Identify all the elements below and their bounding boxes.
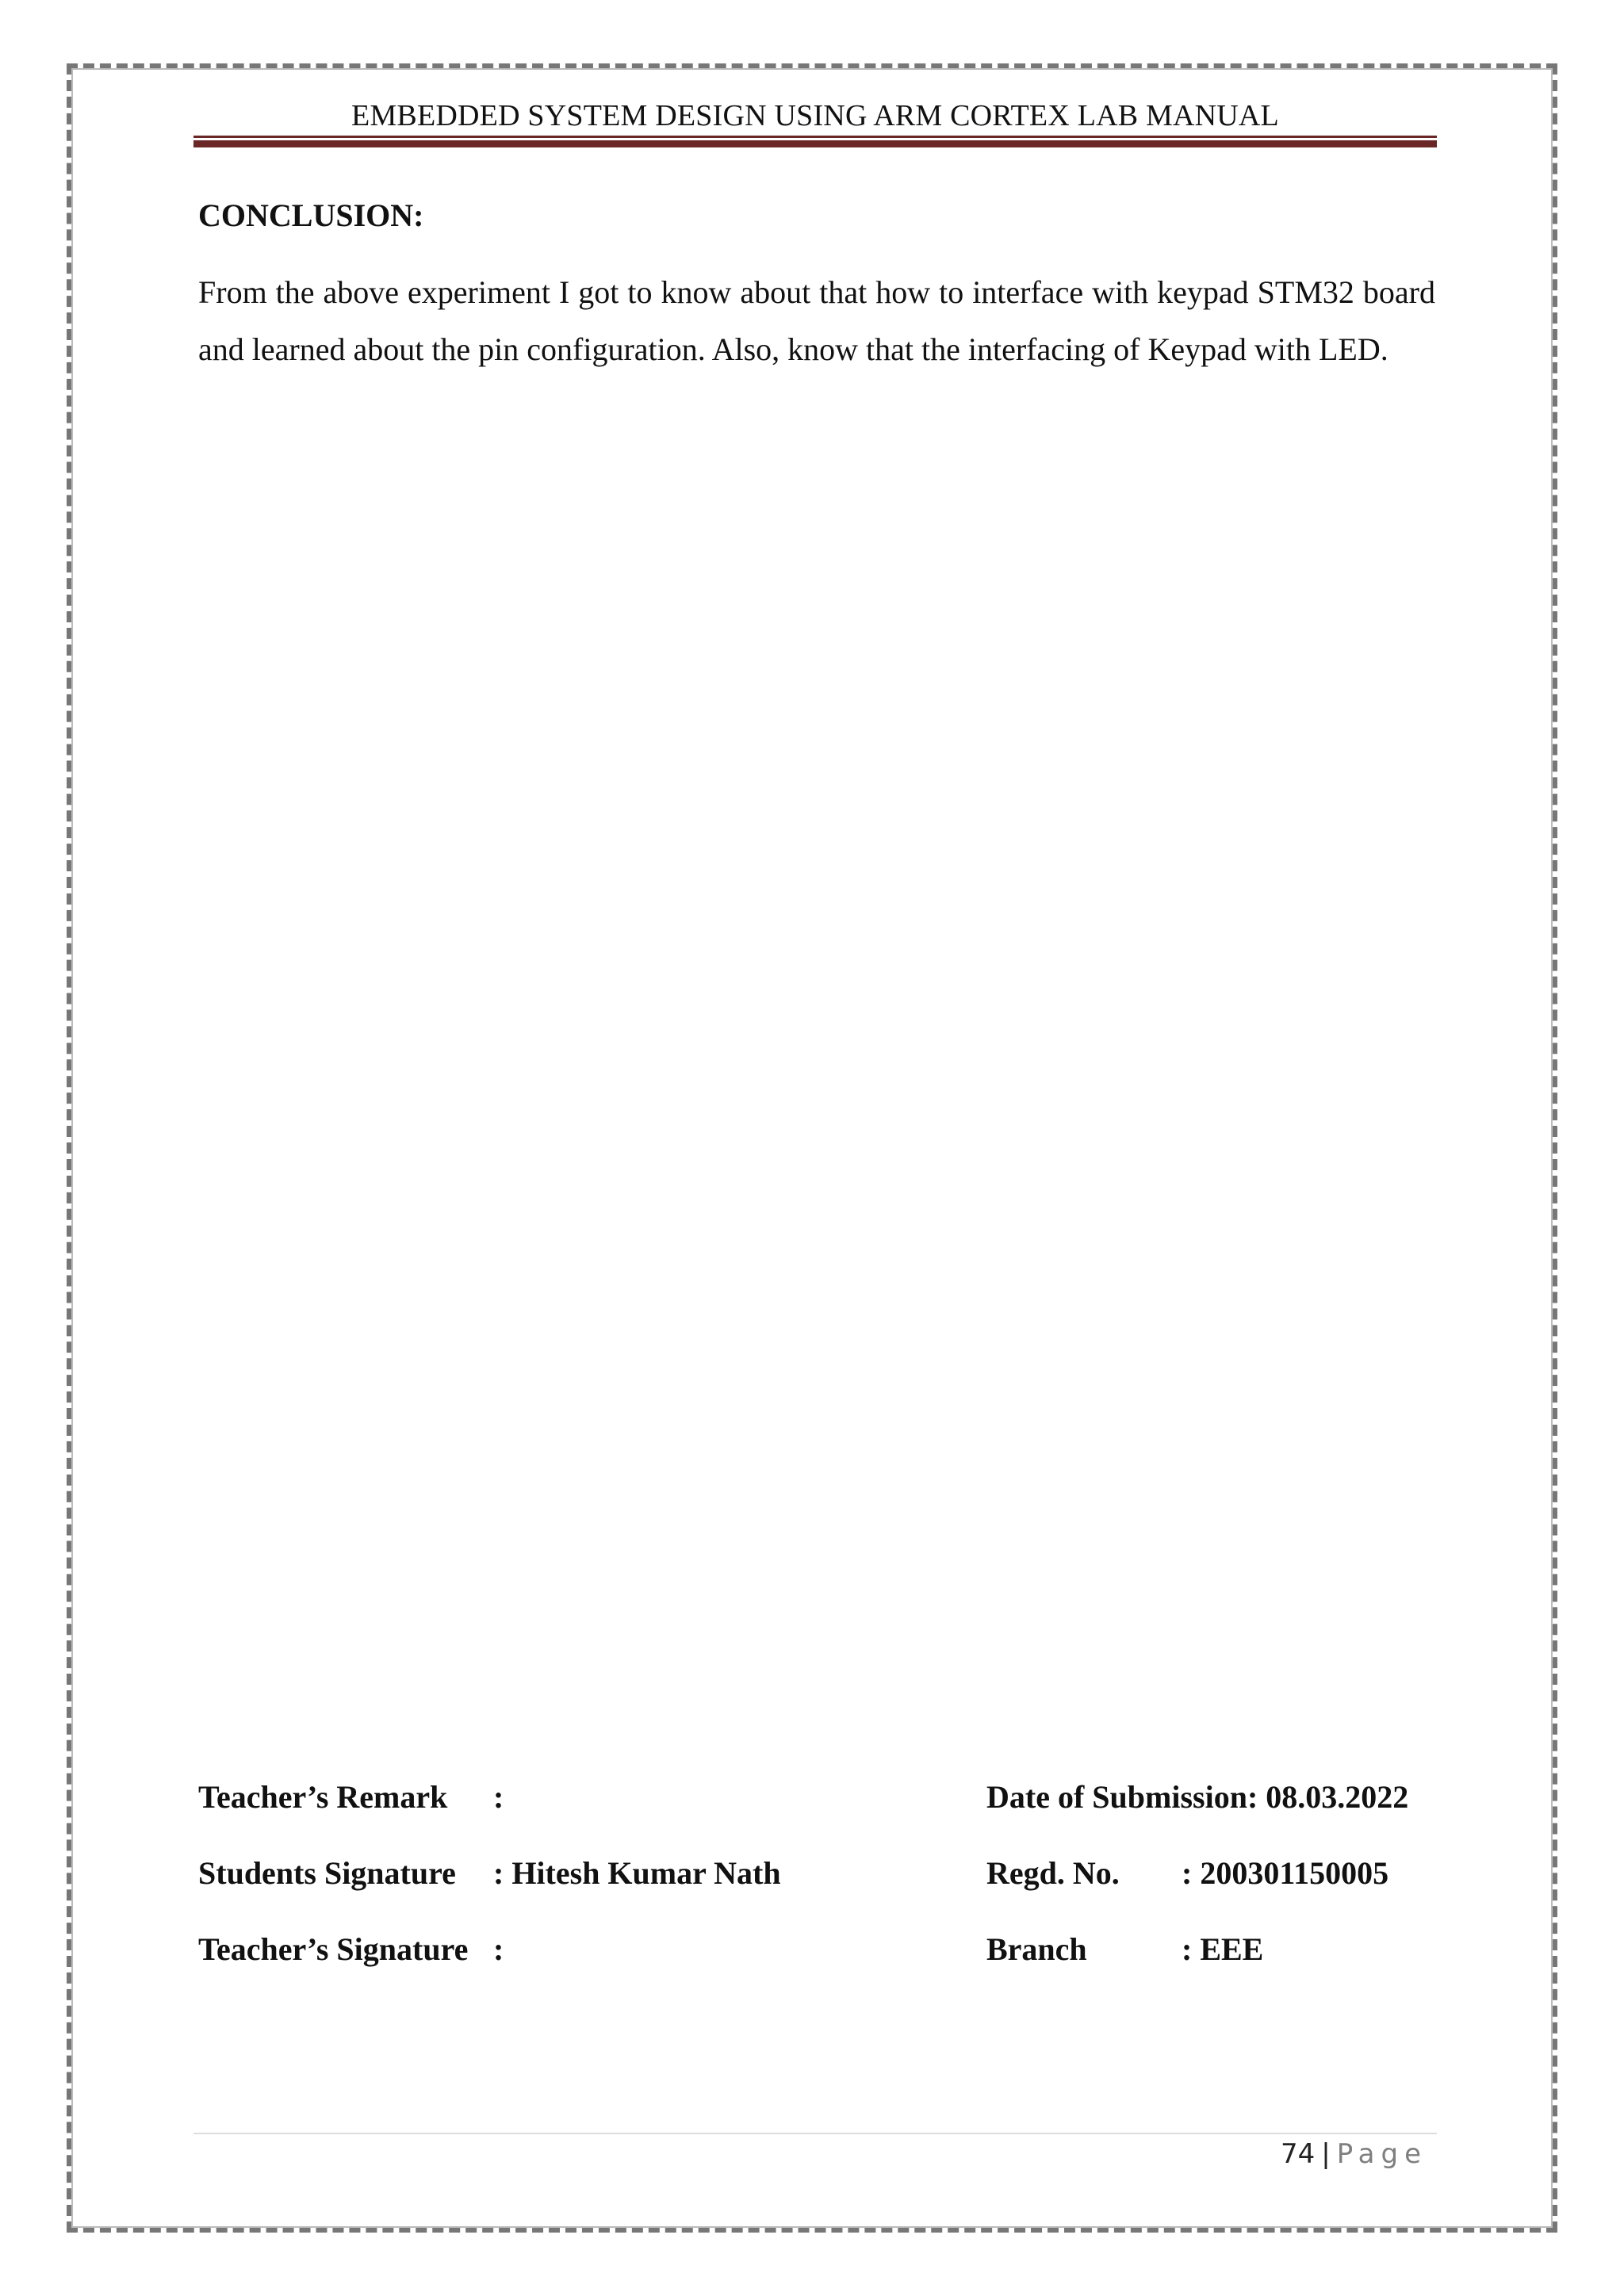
teachers-signature-value: : — [493, 1931, 504, 1967]
header-title: EMBEDDED SYSTEM DESIGN USING ARM CORTEX LAB MANUAL — [351, 99, 1279, 132]
header-rule-thick — [193, 140, 1437, 147]
teachers-signature-label: Teacher’s Signature — [198, 1931, 469, 1967]
teachers-remark-label: Teacher’s Remark — [198, 1779, 448, 1815]
students-signature-label: Students Signature — [198, 1855, 456, 1891]
page-border-inner — [71, 68, 1553, 2228]
header-rule-thin — [193, 136, 1437, 138]
students-signature-value: : Hitesh Kumar Nath — [493, 1855, 781, 1891]
branch-label: Branch — [986, 1931, 1087, 1967]
conclusion-heading: CONCLUSION: — [198, 197, 424, 233]
conclusion-text: From the above experiment I got to know about that how to interface with keypad STM32 board and learned about the pin configuration. Also, know that the interfacing of Keypad with LED. — [198, 274, 1435, 367]
branch-value: : EEE — [1182, 1931, 1264, 1967]
footer-rule — [193, 2133, 1437, 2134]
page-word: Page — [1336, 2138, 1427, 2170]
page-number-separator: | — [1321, 2138, 1331, 2170]
regd-no-value: : 200301150005 — [1182, 1855, 1389, 1891]
teachers-remark-value: : — [493, 1779, 504, 1815]
page-number-value: 74 — [1280, 2138, 1316, 2170]
date-of-submission: Date of Submission: 08.03.2022 — [986, 1779, 1409, 1815]
page-number — [1281, 2138, 1427, 2170]
regd-no-label: Regd. No. — [986, 1855, 1120, 1891]
